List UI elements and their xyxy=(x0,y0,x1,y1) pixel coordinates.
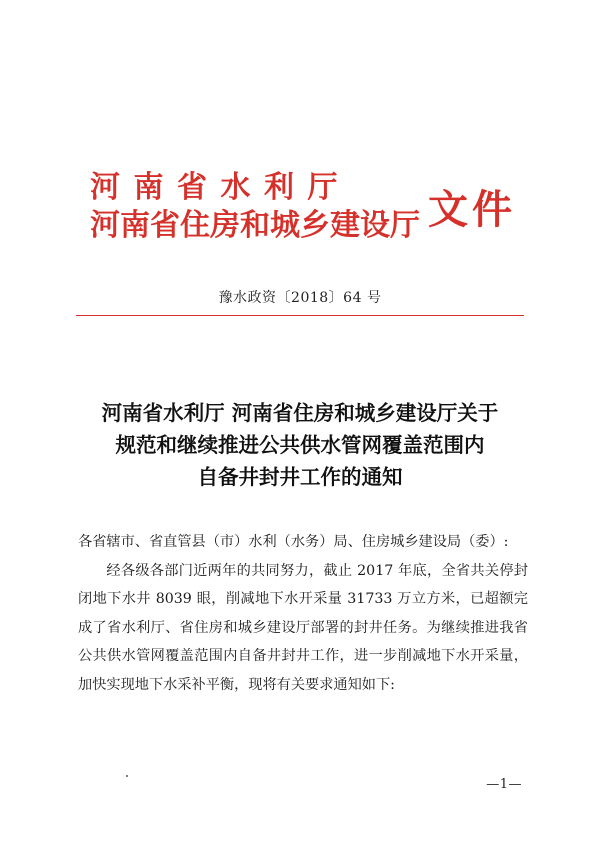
title-line-1: 河南省水利厅 河南省住房和城乡建设厅关于 xyxy=(101,401,499,425)
scan-speck xyxy=(126,775,128,777)
notice-title xyxy=(40,397,560,493)
body-paragraph: 经各级各部门近两年的共同努力，截止 2017 年底，全省共关停封闭地下水井 8039 眼，削减地下水开采量 31733 万立方米，已超额完成了省水利厅、省住房和城乡建设厅部署的封井任务。为继续推进我省公共供水管网覆盖范围内自备井封井工作，进一步削减地下水开采量，加快实现地下水采补平衡，现将有关要求通知如下: xyxy=(78,562,528,693)
red-separator-line xyxy=(76,315,524,316)
addressee-line: 各省辖市、省直管县（市）水利（水务）局、住房城乡建设局（委）: xyxy=(78,534,509,550)
notice-body xyxy=(78,528,528,699)
page-number: —1— xyxy=(486,777,522,792)
document-number: 豫水政资〔2018〕64 号 xyxy=(218,290,382,306)
issuer-line-water-resources: 河南省水利厅 xyxy=(90,170,351,205)
document-type-label: 文件 xyxy=(428,186,516,233)
title-line-3: 自备井封井工作的通知 xyxy=(197,465,403,489)
title-line-2: 规范和继续推进公共供水管网覆盖范围内 xyxy=(115,433,485,457)
document-header xyxy=(90,170,560,250)
issuer-line-housing: 河南省住房和城乡建设厅 xyxy=(90,208,420,243)
